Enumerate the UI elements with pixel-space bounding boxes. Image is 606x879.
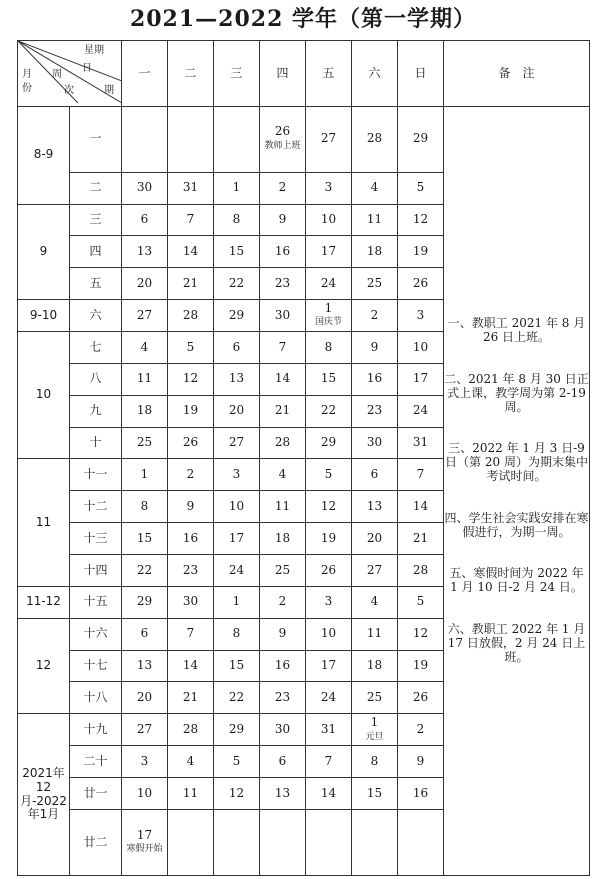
date-cell: 10 [398, 332, 444, 364]
week-cell: 三 [70, 204, 122, 236]
date-cell: 13 [260, 778, 306, 810]
month-cell: 11 [18, 459, 70, 586]
date-cell: 9 [168, 491, 214, 523]
date-cell: 10 [306, 618, 352, 650]
national-day-note: 国庆节 [314, 317, 342, 328]
date-cell: 21 [260, 395, 306, 427]
date-cell: 25 [122, 427, 168, 459]
date-cell: 19 [398, 236, 444, 268]
date-cell: 10 [122, 778, 168, 810]
note-item: 一、教职工 2021 年 8 月 26 日上班。 [447, 316, 586, 345]
date-cell: 10 [214, 491, 260, 523]
date-cell: 23 [352, 395, 398, 427]
date-cell: 28 [352, 106, 398, 172]
notes-cell [444, 106, 590, 875]
note-item: 三、2022 年 1 月 3 日-9 日（第 20 周）为期末集中考试时间。 [445, 441, 588, 484]
date-cell: 12 [168, 363, 214, 395]
date-cell: 29 [214, 300, 260, 332]
date-cell: 12 [306, 491, 352, 523]
date-cell: 12 [398, 204, 444, 236]
date-cell: 9 [398, 746, 444, 778]
date-cell: 18 [352, 236, 398, 268]
month-cell: 9 [18, 204, 70, 300]
date-cell: 19 [398, 650, 444, 682]
date-cell: 27 [352, 555, 398, 587]
week-cell: 五 [70, 268, 122, 300]
date-cell: 25 [352, 682, 398, 714]
date-cell: 14 [398, 491, 444, 523]
date-cell: 20 [352, 523, 398, 555]
date-cell [168, 809, 214, 875]
date-cell: 15 [122, 523, 168, 555]
date-cell: 21 [398, 523, 444, 555]
date-cell: 9 [260, 618, 306, 650]
date-cell: 6 [260, 746, 306, 778]
date-cell: 3 [306, 586, 352, 618]
note-item: 二、2021 年 8 月 30 日正式上课，教学周为第 2-19 周。 [444, 372, 589, 414]
header-notes: 备 注 [444, 41, 590, 107]
date-number: 26 [274, 124, 291, 139]
date-cell: 22 [214, 268, 260, 300]
week-cell: 二十 [70, 746, 122, 778]
note-item: 六、教职工 2022 年 1 月 17 日放假，2 月 24 日上班。 [447, 622, 586, 664]
date-cell: 11 [260, 491, 306, 523]
date-cell: 14 [306, 778, 352, 810]
header-day-7: 日 [398, 41, 444, 107]
date-cell [398, 809, 444, 875]
date-cell: 7 [260, 332, 306, 364]
date-cell: 17 [306, 236, 352, 268]
week-cell: 廿二 [70, 809, 122, 875]
date-cell: 16 [260, 650, 306, 682]
date-cell: 19 [168, 395, 214, 427]
date-cell: 11 [168, 778, 214, 810]
date-cell [168, 106, 214, 172]
date-cell: 8 [122, 491, 168, 523]
date-cell: 28 [260, 427, 306, 459]
date-cell: 6 [122, 204, 168, 236]
month-cell: 8-9 [18, 106, 70, 204]
date-cell: 14 [168, 650, 214, 682]
week-cell: 十四 [70, 555, 122, 587]
date-cell: 11 [122, 363, 168, 395]
date-cell: 5 [306, 459, 352, 491]
date-cell: 1 [122, 459, 168, 491]
date-cell: 1 [214, 172, 260, 204]
date-cell: 9 [260, 204, 306, 236]
corner-label-ci: 次 [64, 85, 74, 96]
date-cell [122, 809, 168, 875]
date-cell: 24 [214, 555, 260, 587]
month-cell: 2021年12月-2022年1月 [18, 714, 70, 876]
date-cell: 4 [260, 459, 306, 491]
school-calendar-table [17, 40, 590, 876]
date-cell: 17 [214, 523, 260, 555]
date-cell: 14 [260, 363, 306, 395]
month-cell: 11-12 [18, 586, 70, 618]
date-cell: 17 [306, 650, 352, 682]
date-cell [122, 106, 168, 172]
date-cell: 30 [260, 300, 306, 332]
corner-label-zhou: 周 [52, 69, 62, 80]
date-cell: 29 [398, 106, 444, 172]
date-cell: 15 [306, 363, 352, 395]
date-cell: 7 [398, 459, 444, 491]
date-cell: 13 [122, 236, 168, 268]
page-title: 2021—2022 学年（第一学期） [129, 6, 477, 32]
week-cell: 七 [70, 332, 122, 364]
date-cell: 30 [122, 172, 168, 204]
date-cell: 26 [306, 555, 352, 587]
date-cell: 16 [260, 236, 306, 268]
note-item: 五、寒假时间为 2022 年 1 月 10 日-2 月 24 日。 [449, 566, 584, 595]
date-cell: 13 [352, 491, 398, 523]
date-cell: 30 [352, 427, 398, 459]
date-cell: 4 [352, 172, 398, 204]
date-cell: 5 [214, 746, 260, 778]
header-day-5: 五 [306, 41, 352, 107]
date-cell: 15 [214, 236, 260, 268]
date-cell: 3 [214, 459, 260, 491]
date-cell: 21 [168, 682, 214, 714]
date-cell: 29 [214, 714, 260, 746]
week-cell: 十六 [70, 618, 122, 650]
corner-label-fen: 份 [22, 83, 32, 94]
date-cell: 24 [306, 682, 352, 714]
date-cell: 21 [168, 268, 214, 300]
date-cell: 13 [122, 650, 168, 682]
date-cell: 16 [398, 778, 444, 810]
date-cell: 8 [352, 746, 398, 778]
corner-label-qi: 期 [104, 85, 114, 96]
winter-break-note: 寒假开始 [126, 844, 163, 855]
date-cell: 2 [398, 714, 444, 746]
date-cell: 8 [306, 332, 352, 364]
week-cell: 九 [70, 395, 122, 427]
date-cell: 26 [398, 268, 444, 300]
date-cell: 2 [352, 300, 398, 332]
new-year-note: 元旦 [365, 731, 384, 742]
date-cell: 28 [168, 300, 214, 332]
date-cell: 2 [260, 172, 306, 204]
date-cell: 15 [214, 650, 260, 682]
date-cell [260, 106, 306, 172]
corner-label-yue: 月 [22, 69, 32, 80]
date-cell [306, 809, 352, 875]
date-cell: 4 [122, 332, 168, 364]
date-cell: 19 [306, 523, 352, 555]
date-number: 1 [324, 300, 333, 315]
date-cell: 11 [352, 204, 398, 236]
date-cell: 23 [260, 268, 306, 300]
date-cell: 30 [168, 586, 214, 618]
date-cell: 18 [122, 395, 168, 427]
date-cell: 27 [214, 427, 260, 459]
week-cell: 十八 [70, 682, 122, 714]
date-cell [352, 809, 398, 875]
header-day-6: 六 [352, 41, 398, 107]
date-cell: 13 [214, 363, 260, 395]
date-cell: 22 [306, 395, 352, 427]
date-cell: 16 [352, 363, 398, 395]
date-cell [352, 714, 398, 746]
date-cell: 5 [398, 172, 444, 204]
date-cell [306, 300, 352, 332]
date-cell: 25 [352, 268, 398, 300]
week-cell: 一 [70, 106, 122, 172]
date-cell [214, 106, 260, 172]
date-cell: 15 [352, 778, 398, 810]
date-cell: 8 [214, 204, 260, 236]
week-cell: 四 [70, 236, 122, 268]
week-cell: 十九 [70, 714, 122, 746]
date-cell: 5 [168, 332, 214, 364]
header-day-3: 三 [214, 41, 260, 107]
date-cell: 22 [214, 682, 260, 714]
date-cell: 25 [260, 555, 306, 587]
date-cell: 6 [122, 618, 168, 650]
date-cell: 1 [214, 586, 260, 618]
date-cell: 27 [122, 300, 168, 332]
date-cell: 31 [306, 714, 352, 746]
date-cell: 24 [306, 268, 352, 300]
date-cell: 18 [260, 523, 306, 555]
date-cell [214, 809, 260, 875]
week-cell: 十三 [70, 523, 122, 555]
date-cell: 12 [214, 778, 260, 810]
date-cell: 10 [306, 204, 352, 236]
week-cell: 十二 [70, 491, 122, 523]
date-cell: 8 [214, 618, 260, 650]
week-cell: 十一 [70, 459, 122, 491]
date-cell: 27 [122, 714, 168, 746]
week-cell: 廿一 [70, 778, 122, 810]
date-cell: 14 [168, 236, 214, 268]
header-day-1: 一 [122, 41, 168, 107]
week-cell: 八 [70, 363, 122, 395]
date-cell: 9 [352, 332, 398, 364]
date-cell: 7 [168, 618, 214, 650]
corner-label-ri: 日 [82, 63, 92, 74]
date-cell: 29 [306, 427, 352, 459]
date-cell: 24 [398, 395, 444, 427]
date-cell: 27 [306, 106, 352, 172]
date-number: 17 [136, 827, 153, 842]
month-cell: 9-10 [18, 300, 70, 332]
week-cell: 十七 [70, 650, 122, 682]
date-cell: 28 [168, 714, 214, 746]
date-cell: 20 [122, 268, 168, 300]
date-number: 1 [370, 714, 379, 729]
week-cell: 六 [70, 300, 122, 332]
month-cell: 10 [18, 332, 70, 459]
date-cell: 12 [398, 618, 444, 650]
date-cell: 3 [398, 300, 444, 332]
header-day-4: 四 [260, 41, 306, 107]
date-cell: 17 [398, 363, 444, 395]
date-cell: 20 [122, 682, 168, 714]
date-cell: 16 [168, 523, 214, 555]
date-cell: 2 [260, 586, 306, 618]
date-cell: 3 [122, 746, 168, 778]
date-cell: 23 [168, 555, 214, 587]
week-cell: 十五 [70, 586, 122, 618]
date-cell: 5 [398, 586, 444, 618]
date-cell: 6 [352, 459, 398, 491]
date-cell: 23 [260, 682, 306, 714]
date-cell: 28 [398, 555, 444, 587]
date-cell: 2 [168, 459, 214, 491]
date-cell: 31 [398, 427, 444, 459]
header-corner-cell [18, 41, 122, 107]
date-cell: 31 [168, 172, 214, 204]
date-cell: 4 [168, 746, 214, 778]
date-cell: 3 [306, 172, 352, 204]
date-cell: 7 [306, 746, 352, 778]
date-cell: 18 [352, 650, 398, 682]
date-cell: 26 [398, 682, 444, 714]
date-cell: 4 [352, 586, 398, 618]
date-cell: 30 [260, 714, 306, 746]
header-day-2: 二 [168, 41, 214, 107]
corner-label-xingqi: 星期 [84, 45, 104, 56]
teacher-start-note: 教师上班 [264, 141, 301, 152]
date-cell: 29 [122, 586, 168, 618]
date-cell: 7 [168, 204, 214, 236]
date-cell: 20 [214, 395, 260, 427]
month-cell: 12 [18, 618, 70, 714]
table-row [18, 106, 590, 172]
date-cell: 6 [214, 332, 260, 364]
header-row [18, 41, 590, 107]
note-item: 四、学生社会实践安排在寒假进行，为期一周。 [444, 510, 589, 539]
date-cell: 22 [122, 555, 168, 587]
date-cell: 26 [168, 427, 214, 459]
week-cell: 二 [70, 172, 122, 204]
date-cell [260, 809, 306, 875]
week-cell: 十 [70, 427, 122, 459]
date-cell: 11 [352, 618, 398, 650]
